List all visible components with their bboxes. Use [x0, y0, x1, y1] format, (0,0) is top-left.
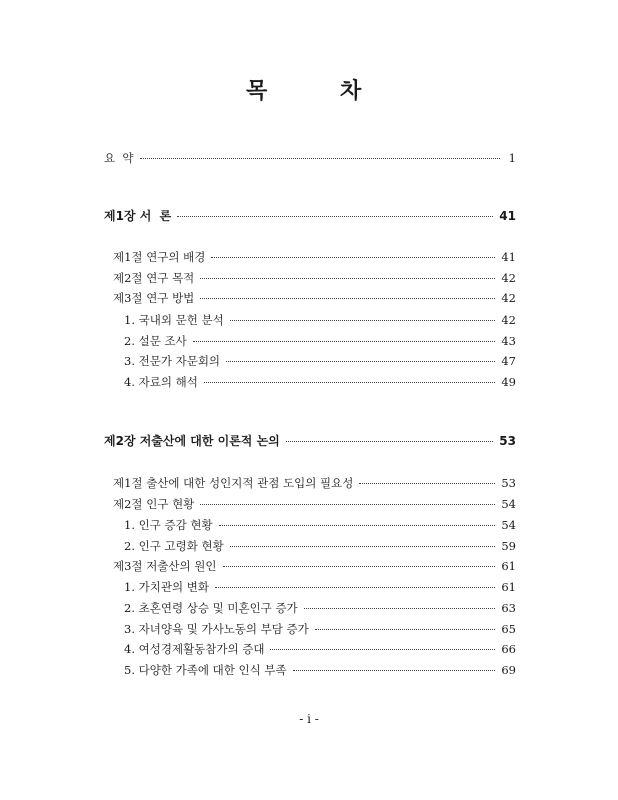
toc-entry-section[interactable] [113, 496, 516, 512]
dot-leader [200, 278, 495, 279]
toc-entry-summary[interactable] [104, 150, 516, 166]
toc-entry-label: 제1절 연구의 배경 [113, 250, 206, 264]
toc-entry-page: 42 [501, 271, 516, 285]
toc-entry-page: 63 [501, 601, 516, 615]
toc-entry-label: 제2절 인구 현황 [113, 497, 195, 511]
toc-entry-page: 54 [501, 497, 516, 511]
dot-leader [315, 629, 496, 630]
toc-entry-page: 53 [499, 434, 516, 448]
toc-entry-section[interactable] [113, 558, 516, 574]
toc-entry-page: 41 [499, 209, 516, 223]
dot-leader [270, 649, 495, 650]
toc-entry-label: 제2절 연구 목적 [113, 271, 195, 285]
toc-entry-page: 42 [501, 313, 516, 327]
dot-leader [293, 670, 496, 671]
toc-entry-subsection[interactable] [124, 579, 516, 595]
toc-entry-label: 제1장 서 론 [104, 209, 172, 223]
toc-entry-subsection[interactable] [124, 641, 516, 657]
toc-entry-section[interactable] [113, 475, 516, 491]
toc-entry-page: 66 [501, 642, 516, 656]
toc-entry-label: 5. 다양한 가족에 대한 인식 부족 [124, 663, 287, 677]
toc-entry-label: 요 약 [104, 151, 134, 165]
dot-leader [177, 216, 493, 217]
toc-entry-label: 1. 가치관의 변화 [124, 580, 209, 594]
toc-entry-page: 61 [501, 559, 516, 573]
toc-entry-label: 제3절 연구 방법 [113, 291, 195, 305]
toc-entry-label: 1. 인구 증감 현황 [124, 518, 213, 532]
toc-entry-page: 54 [501, 518, 516, 532]
toc-entry-label: 3. 자녀양육 및 가사노동의 부담 증가 [124, 622, 309, 636]
toc-entry-page: 49 [501, 375, 516, 389]
toc-entry-label: 제2장 저출산에 대한 이론적 논의 [104, 434, 280, 448]
toc-entry-subsection[interactable] [124, 312, 516, 328]
toc-entry-page: 41 [501, 250, 516, 264]
dot-leader [193, 341, 496, 342]
toc-entry-page: 59 [501, 539, 516, 553]
dot-leader [223, 566, 496, 567]
toc-entry-page: 69 [501, 663, 516, 677]
page-number: - i - [299, 712, 319, 726]
toc-entry-subsection[interactable] [124, 662, 516, 678]
toc-entry-label: 2. 인구 고령화 현황 [124, 539, 224, 553]
toc-entry-subsection[interactable] [124, 374, 516, 390]
dot-leader [204, 382, 496, 383]
dot-leader [215, 587, 495, 588]
dot-leader [286, 441, 494, 442]
dot-leader [200, 504, 495, 505]
toc-entry-label: 3. 전문가 자문회의 [124, 354, 221, 368]
toc-title-part-2: 차 [340, 79, 362, 104]
toc-entry-label: 제3절 저출산의 원인 [113, 559, 217, 573]
toc-entry-page: 53 [501, 476, 516, 490]
toc-entry-chapter-1[interactable] [104, 208, 516, 224]
toc-title [0, 74, 618, 106]
toc-entry-label: 4. 여성경제활동참가의 증대 [124, 642, 265, 656]
toc-entry-page: 43 [501, 334, 516, 348]
toc-entry-page: 65 [501, 622, 516, 636]
toc-entry-chapter-2[interactable] [104, 433, 516, 449]
toc-entry-page: 42 [501, 291, 516, 305]
toc-entry-section[interactable] [113, 249, 516, 265]
dot-leader [226, 361, 495, 362]
toc-title-part-1: 목 [246, 79, 268, 104]
dot-leader [219, 525, 496, 526]
toc-entry-subsection[interactable] [124, 538, 516, 554]
toc-entry-section[interactable] [113, 290, 516, 306]
dot-leader [359, 483, 495, 484]
toc-entry-subsection[interactable] [124, 517, 516, 533]
dot-leader [304, 608, 496, 609]
toc-entry-label: 2. 초혼연령 상승 및 미혼인구 증가 [124, 601, 298, 615]
dot-leader [200, 298, 495, 299]
dot-leader [211, 257, 495, 258]
dot-leader [230, 546, 496, 547]
toc-entry-page: 61 [501, 580, 516, 594]
dot-leader [230, 320, 496, 321]
toc-entry-label: 4. 자료의 해석 [124, 375, 198, 389]
toc-entry-label: 1. 국내외 문헌 분석 [124, 313, 224, 327]
toc-entry-page: 47 [501, 354, 516, 368]
toc-entry-subsection[interactable] [124, 600, 516, 616]
toc-entry-subsection[interactable] [124, 621, 516, 637]
toc-entry-subsection[interactable] [124, 333, 516, 349]
toc-entry-label: 2. 설문 조사 [124, 334, 187, 348]
toc-entry-section[interactable] [113, 270, 516, 286]
toc-entry-label: 제1절 출산에 대한 성인지적 관점 도입의 필요성 [113, 476, 354, 490]
dot-leader [140, 158, 500, 159]
toc-entry-subsection[interactable] [124, 353, 516, 369]
toc-entry-page: 1 [508, 151, 516, 165]
